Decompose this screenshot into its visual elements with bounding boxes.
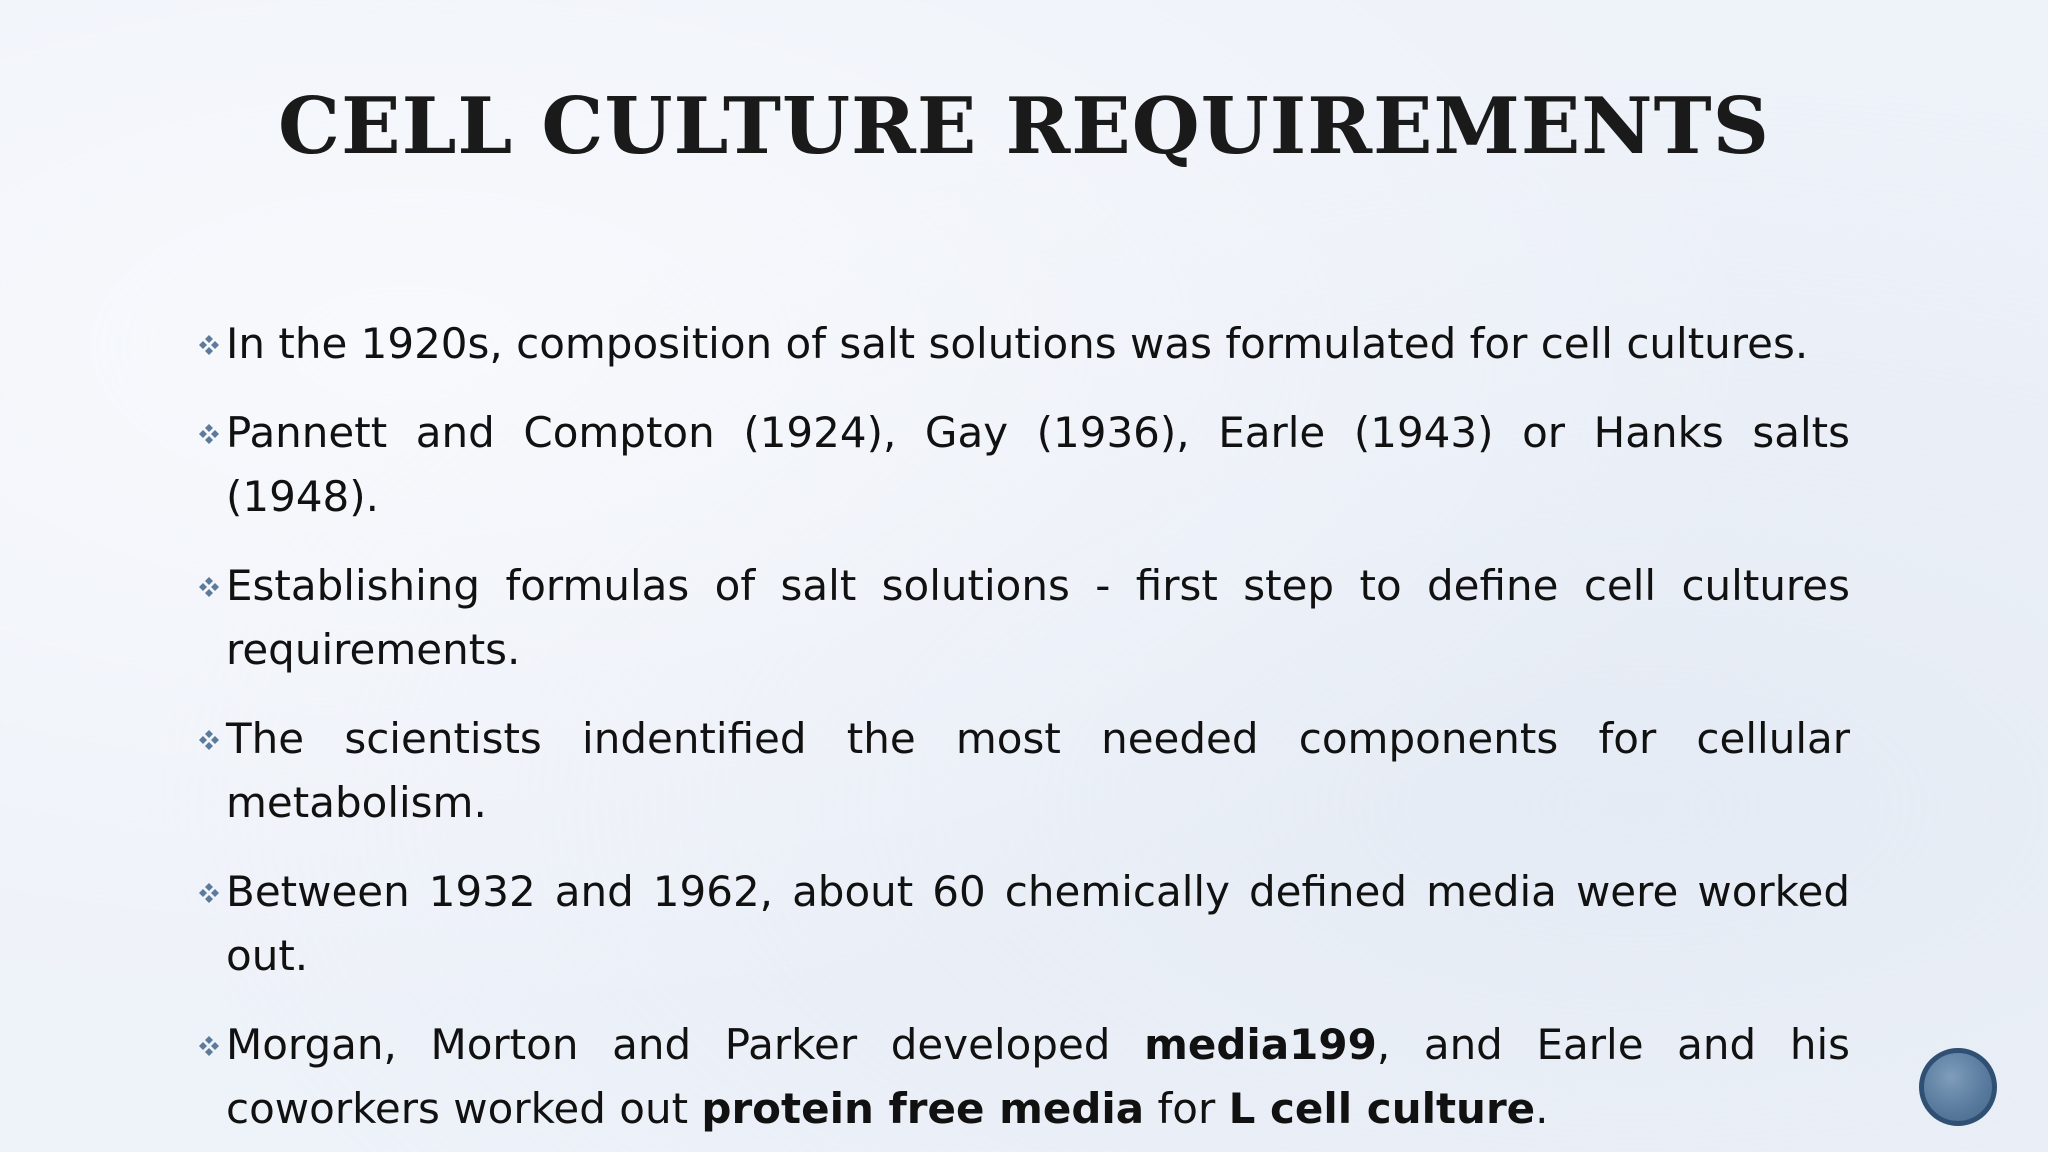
- bullet-text: Between 1932 and 1962, about 60 chemically defined media were worked out.: [226, 867, 1850, 980]
- bullet-text-segment: .: [1535, 1084, 1549, 1133]
- bullet-text-segment: , and Earle and his coworkers worked out: [226, 1020, 1850, 1133]
- bold-term-media199: media199: [1144, 1020, 1377, 1069]
- four-diamond-bullet-icon: [198, 1035, 220, 1057]
- bullet-text: In the 1920s, composition of salt solutions was formulated for cell cultures.: [226, 319, 1809, 368]
- bullet-item: [198, 1013, 1850, 1141]
- bold-term-l-cell-culture: L cell culture: [1228, 1084, 1536, 1133]
- four-diamond-bullet-icon: [198, 334, 220, 356]
- slide-title: CELL CULTURE REQUIREMENTS: [278, 81, 1770, 172]
- four-diamond-bullet-icon: [198, 576, 220, 598]
- four-diamond-bullet-icon: [198, 423, 220, 445]
- bullet-item: [198, 401, 1850, 529]
- bullet-item: [198, 312, 1850, 376]
- bullet-text: [226, 1020, 1850, 1133]
- bullet-item: [198, 707, 1850, 835]
- four-diamond-bullet-icon: [198, 882, 220, 904]
- bullet-text-segment: for: [1144, 1084, 1229, 1133]
- slide-number-badge: [1919, 1048, 1997, 1126]
- bullet-item: [198, 860, 1850, 988]
- bullet-text: Pannett and Compton (1924), Gay (1936), Earle (1943) or Hanks salts (1948).: [226, 408, 1850, 521]
- bold-term-protein-free-media: protein free media: [701, 1084, 1145, 1133]
- bullet-text-segment: Morgan, Morton and Parker developed: [226, 1020, 1145, 1069]
- bullet-text: The scientists indentified the most needed components for cellular metabolism.: [226, 714, 1850, 827]
- four-diamond-bullet-icon: [198, 729, 220, 751]
- bullet-item: [198, 554, 1850, 682]
- bullet-text: Establishing formulas of salt solutions - first step to define cell cultures requirements.: [226, 561, 1850, 674]
- bullet-list: [198, 312, 1850, 1152]
